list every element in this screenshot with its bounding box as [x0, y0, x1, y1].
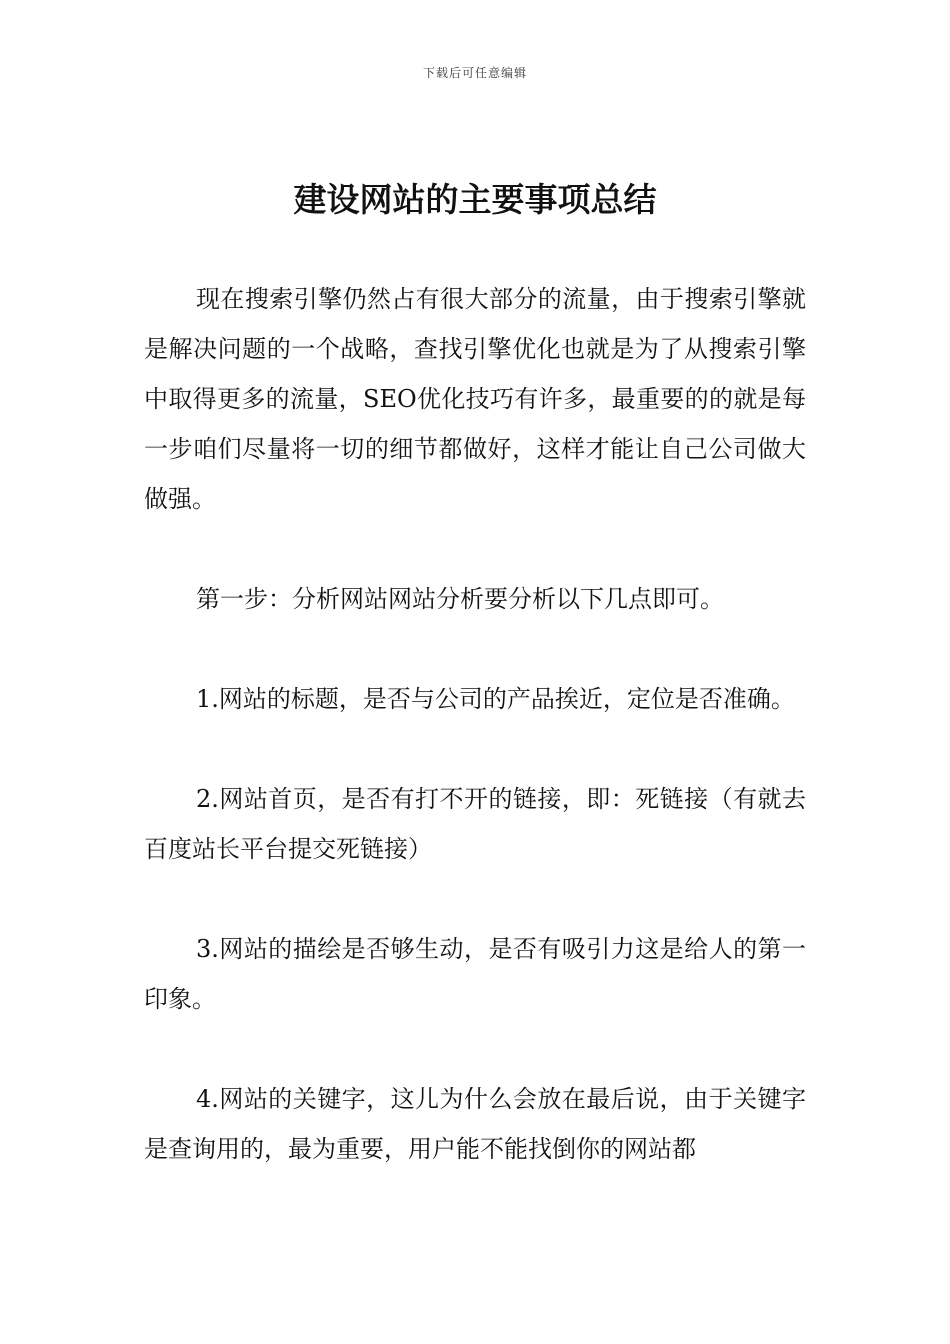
paragraph-item-3: 3.网站的描绘是否够生动，是否有吸引力这是给人的第一印象。	[144, 935, 806, 1013]
document-body	[144, 274, 806, 1174]
paragraph-item-4: 4.网站的关键字，这儿为什么会放在最后说，由于关键字是查询用的，最为重要，用户能不能找倒你的网站都	[144, 1085, 806, 1163]
paragraph-gap	[144, 1024, 806, 1074]
paragraph-gap	[144, 724, 806, 774]
paragraph-item-2: 2.网站首页，是否有打不开的链接，即：死链接（有就去百度站长平台提交死链接）	[144, 785, 806, 863]
paragraph-gap	[144, 524, 806, 574]
paragraph-step-one: 第一步：分析网站网站分析要分析以下几点即可。	[196, 585, 724, 613]
paragraph-gap	[144, 874, 806, 924]
document-title: 建设网站的主要事项总结	[293, 180, 657, 219]
paragraph-item-1: 1.网站的标题，是否与公司的产品挨近，定位是否准确。	[196, 685, 795, 713]
paragraph-intro: 现在搜索引擎仍然占有很大部分的流量，由于搜索引擎就是解决问题的一个战略，查找引擎优化也就是为了从搜索引擎中取得更多的流量，SEO优化技巧有许多，最重要的的就是每一步咱们尽量将一切的细节都做好，这样才能让自己公司做大做强。	[144, 285, 806, 513]
header-note: 下载后可任意编辑	[422, 66, 527, 80]
paragraph-gap	[144, 624, 806, 674]
